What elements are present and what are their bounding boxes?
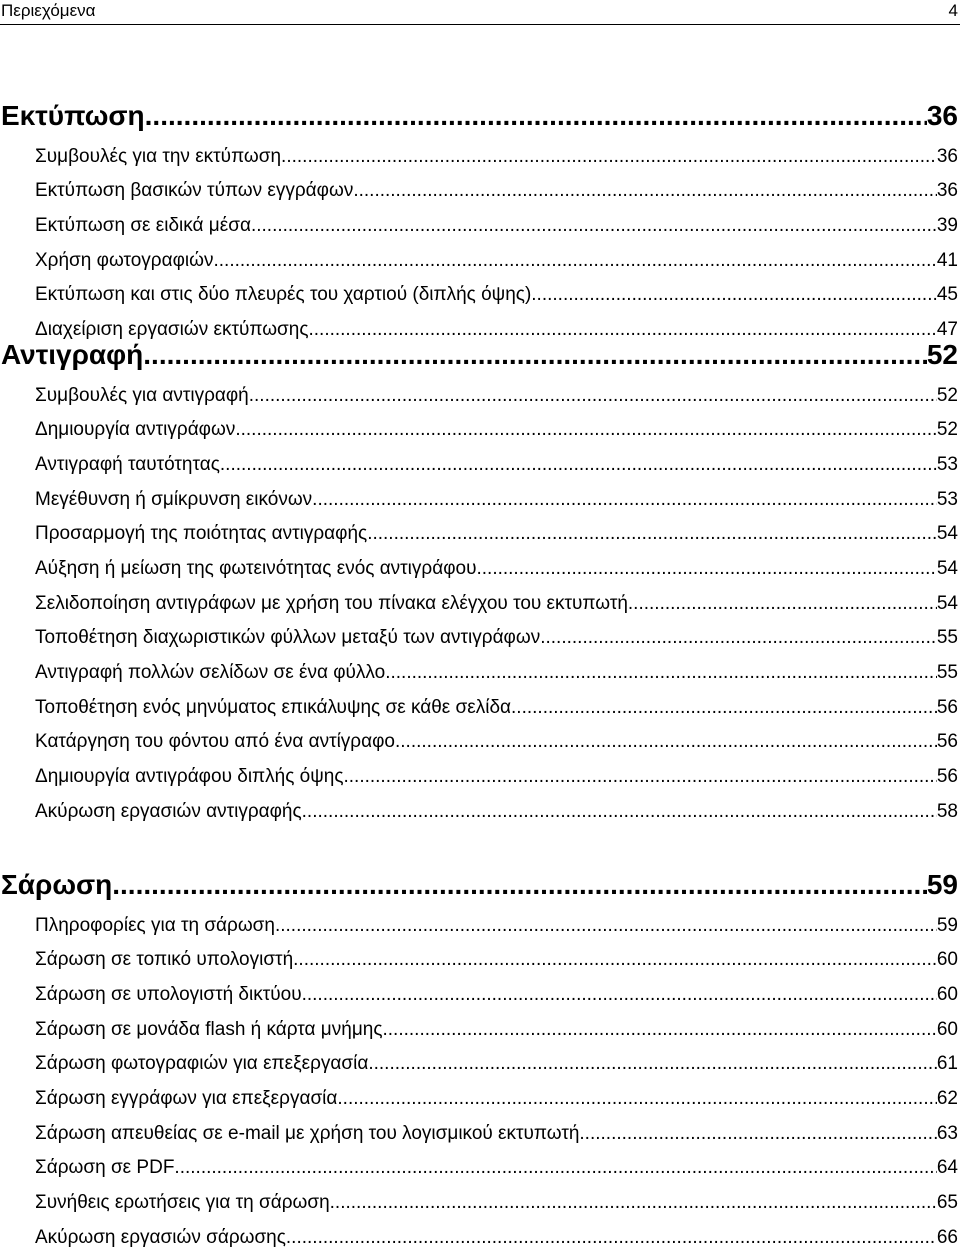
toc-entry-label: Συμβουλές για αντιγραφή (35, 385, 249, 406)
toc-section-entry[interactable] (0, 281, 958, 309)
toc-page-number: 55 (936, 627, 958, 648)
toc-dot-leader (312, 486, 937, 514)
toc-entry-label: Πληροφορίες για τη σάρωση (35, 915, 275, 936)
toc-dot-leader (235, 416, 937, 444)
toc-dot-leader (337, 1085, 936, 1113)
toc-entry-label: Κατάργηση του φόντου από ένα αντίγραφο (35, 731, 395, 752)
toc-entry-label: Σάρωση σε μονάδα flash ή κάρτα μνήμης (35, 1019, 383, 1040)
toc-dot-leader (302, 798, 937, 826)
toc-section-entry[interactable] (0, 1050, 958, 1078)
toc-page-number: 59 (936, 915, 958, 936)
toc-dot-leader (385, 659, 937, 687)
toc-section-entry[interactable] (0, 912, 958, 940)
toc-dot-leader (368, 1050, 937, 1078)
toc-entry-label: Συμβουλές για την εκτύπωση (35, 146, 282, 167)
toc-dot-leader (293, 946, 937, 974)
toc-dot-leader (540, 624, 937, 652)
toc-dot-leader (476, 555, 936, 583)
toc-section-entry[interactable] (0, 981, 958, 1009)
toc-section-entry[interactable] (0, 143, 958, 171)
toc-section-entry[interactable] (0, 520, 958, 548)
toc-section-entry[interactable] (0, 1016, 958, 1044)
toc-section-entry[interactable] (0, 798, 958, 826)
toc-page-number: 54 (936, 593, 958, 614)
toc-page-number: 41 (936, 250, 958, 271)
toc-entry-label: Σάρωση φωτογραφιών για επεξεργασία (35, 1053, 369, 1074)
toc-entry-label: Τοποθέτηση ενός μηνύματος επικάλυψης σε κάθε σελίδα (35, 697, 512, 718)
toc-entry-label: Αντιγραφή (1, 339, 144, 370)
toc-section-entry[interactable] (0, 212, 958, 240)
toc-dot-leader (511, 694, 937, 722)
toc-dot-leader (302, 981, 937, 1009)
toc-page-number: 36 (926, 100, 958, 131)
toc-dot-leader (353, 177, 937, 205)
toc-page-number: 61 (936, 1053, 958, 1074)
toc-entry-label: Σάρωση σε υπολογιστή δικτύου (35, 984, 302, 1005)
toc-page-number: 53 (936, 454, 958, 475)
toc-entry-label: Αντιγραφή πολλών σελίδων σε ένα φύλλο (35, 662, 386, 683)
toc-page-number: 63 (936, 1123, 958, 1144)
toc-dot-leader (330, 1189, 937, 1217)
toc-entry-label: Συνήθεις ερωτήσεις για τη σάρωση (35, 1192, 330, 1213)
toc-page-number: 59 (926, 869, 958, 900)
toc-section-entry[interactable] (0, 624, 958, 652)
toc-section-entry[interactable] (0, 1120, 958, 1148)
toc-dot-leader (275, 912, 937, 940)
toc-page-number: 65 (936, 1192, 958, 1213)
toc-page-number: 60 (936, 984, 958, 1005)
toc-dot-leader (112, 867, 927, 903)
toc-entry-label: Διαχείριση εργασιών εκτύπωσης (35, 319, 309, 340)
toc-entry-label: Εκτύπωση και στις δύο πλευρές του χαρτιού (διπλής όψης) (35, 284, 532, 305)
toc-entry-label: Σάρωση σε PDF (35, 1157, 175, 1178)
header-page-number: 4 (948, 1, 958, 20)
toc-dot-leader (628, 590, 937, 618)
toc-section-entry[interactable] (0, 451, 958, 479)
toc-section-entry[interactable] (0, 590, 958, 618)
toc-entry-label: Δημιουργία αντιγράφου διπλής όψης (35, 766, 344, 787)
toc-page-number: 36 (936, 180, 958, 201)
toc-entry-label: Σάρωση απευθείας σε e-mail με χρήση του λογισμικού εκτυπωτή (35, 1123, 580, 1144)
toc-entry-label: Σάρωση σε τοπικό υπολογιστή (35, 949, 294, 970)
toc-section-entry[interactable] (0, 659, 958, 687)
toc-page-number: 52 (936, 419, 958, 440)
toc-dot-leader (145, 98, 927, 134)
toc-section-entry[interactable] (0, 1085, 958, 1113)
toc-page-number: 58 (936, 801, 958, 822)
toc-dot-leader (213, 247, 936, 275)
toc-page-number: 60 (936, 1019, 958, 1040)
toc-chapter-entry[interactable] (0, 98, 958, 134)
toc-dot-leader (343, 763, 936, 791)
toc-page-number: 64 (936, 1157, 958, 1178)
toc-entry-label: Εκτύπωση σε ειδικά μέσα (35, 215, 251, 236)
toc-entry-label: Προσαρμογή της ποιότητας αντιγραφής (35, 523, 368, 544)
toc-dot-leader (249, 382, 937, 410)
toc-section-entry[interactable] (0, 555, 958, 583)
toc-entry-label: Τοποθέτηση διαχωριστικών φύλλων μεταξύ των αντιγράφων (35, 627, 541, 648)
toc-entry-label: Αύξηση ή μείωση της φωτεινότητας ενός αντιγράφου (35, 558, 477, 579)
page-header (0, 0, 960, 25)
toc-page-number: 60 (936, 949, 958, 970)
toc-page-number: 39 (936, 215, 958, 236)
toc-section-entry[interactable] (0, 763, 958, 791)
toc-entry-label: Σελιδοποίηση αντιγράφων με χρήση του πίνακα ελέγχου του εκτυπωτή (35, 593, 628, 614)
header-title: Περιεχόμενα (1, 1, 96, 20)
toc-page-number: 45 (936, 284, 958, 305)
toc-entry-label: Σάρωση εγγράφων για επεξεργασία (35, 1088, 338, 1109)
toc-entry-label: Δημιουργία αντιγράφων (35, 419, 236, 440)
toc-entry-label: Εκτύπωση βασικών τύπων εγγράφων (35, 180, 354, 201)
toc-section-entry[interactable] (0, 1189, 958, 1217)
toc-entry-label: Εκτύπωση (1, 100, 145, 131)
toc-entry-label: Μεγέθυνση ή σμίκρυνση εικόνων (35, 489, 313, 510)
toc-entry-label: Ακύρωση εργασιών αντιγραφής (35, 801, 302, 822)
toc-section-entry[interactable] (0, 382, 958, 410)
toc-dot-leader (281, 143, 937, 171)
toc-page-number: 36 (936, 146, 958, 167)
toc-page-number: 55 (936, 662, 958, 683)
toc-page-number: 62 (936, 1088, 958, 1109)
toc-dot-leader (251, 212, 937, 240)
toc-page-number: 47 (936, 319, 958, 340)
toc-entry-label: Χρήση φωτογραφιών (35, 250, 214, 271)
toc-chapter-entry[interactable] (0, 337, 958, 373)
toc-section-entry[interactable] (0, 946, 958, 974)
toc-section-entry[interactable] (0, 694, 958, 722)
toc-section-entry[interactable] (0, 728, 958, 756)
toc-entry-label: Ακύρωση εργασιών σάρωσης (35, 1227, 286, 1248)
toc-section-entry[interactable] (0, 416, 958, 444)
toc-section-entry[interactable] (0, 177, 958, 205)
toc-section-entry[interactable] (0, 1154, 958, 1182)
toc-section-entry[interactable] (0, 247, 958, 275)
toc-page-number: 54 (936, 558, 958, 579)
toc-page-number: 52 (936, 385, 958, 406)
toc-entry-label: Αντιγραφή ταυτότητας (35, 454, 220, 475)
toc-dot-leader (143, 337, 927, 373)
toc-entry-label: Σάρωση (1, 869, 113, 900)
toc-dot-leader (579, 1120, 936, 1148)
toc-page-number: 52 (926, 339, 958, 370)
toc-dot-leader (383, 1016, 937, 1044)
toc-page-number: 56 (936, 697, 958, 718)
toc-dot-leader (531, 281, 937, 309)
toc-page-number: 56 (936, 766, 958, 787)
toc-section-entry[interactable] (0, 486, 958, 514)
toc-page-number: 66 (936, 1227, 958, 1248)
toc-chapter-entry[interactable] (0, 867, 958, 903)
toc-page-number: 54 (936, 523, 958, 544)
toc-dot-leader (220, 451, 937, 479)
toc-dot-leader (367, 520, 937, 548)
toc-page-number: 56 (936, 731, 958, 752)
toc-dot-leader (174, 1154, 936, 1182)
toc-dot-leader (395, 728, 937, 756)
toc-page-number: 53 (936, 489, 958, 510)
